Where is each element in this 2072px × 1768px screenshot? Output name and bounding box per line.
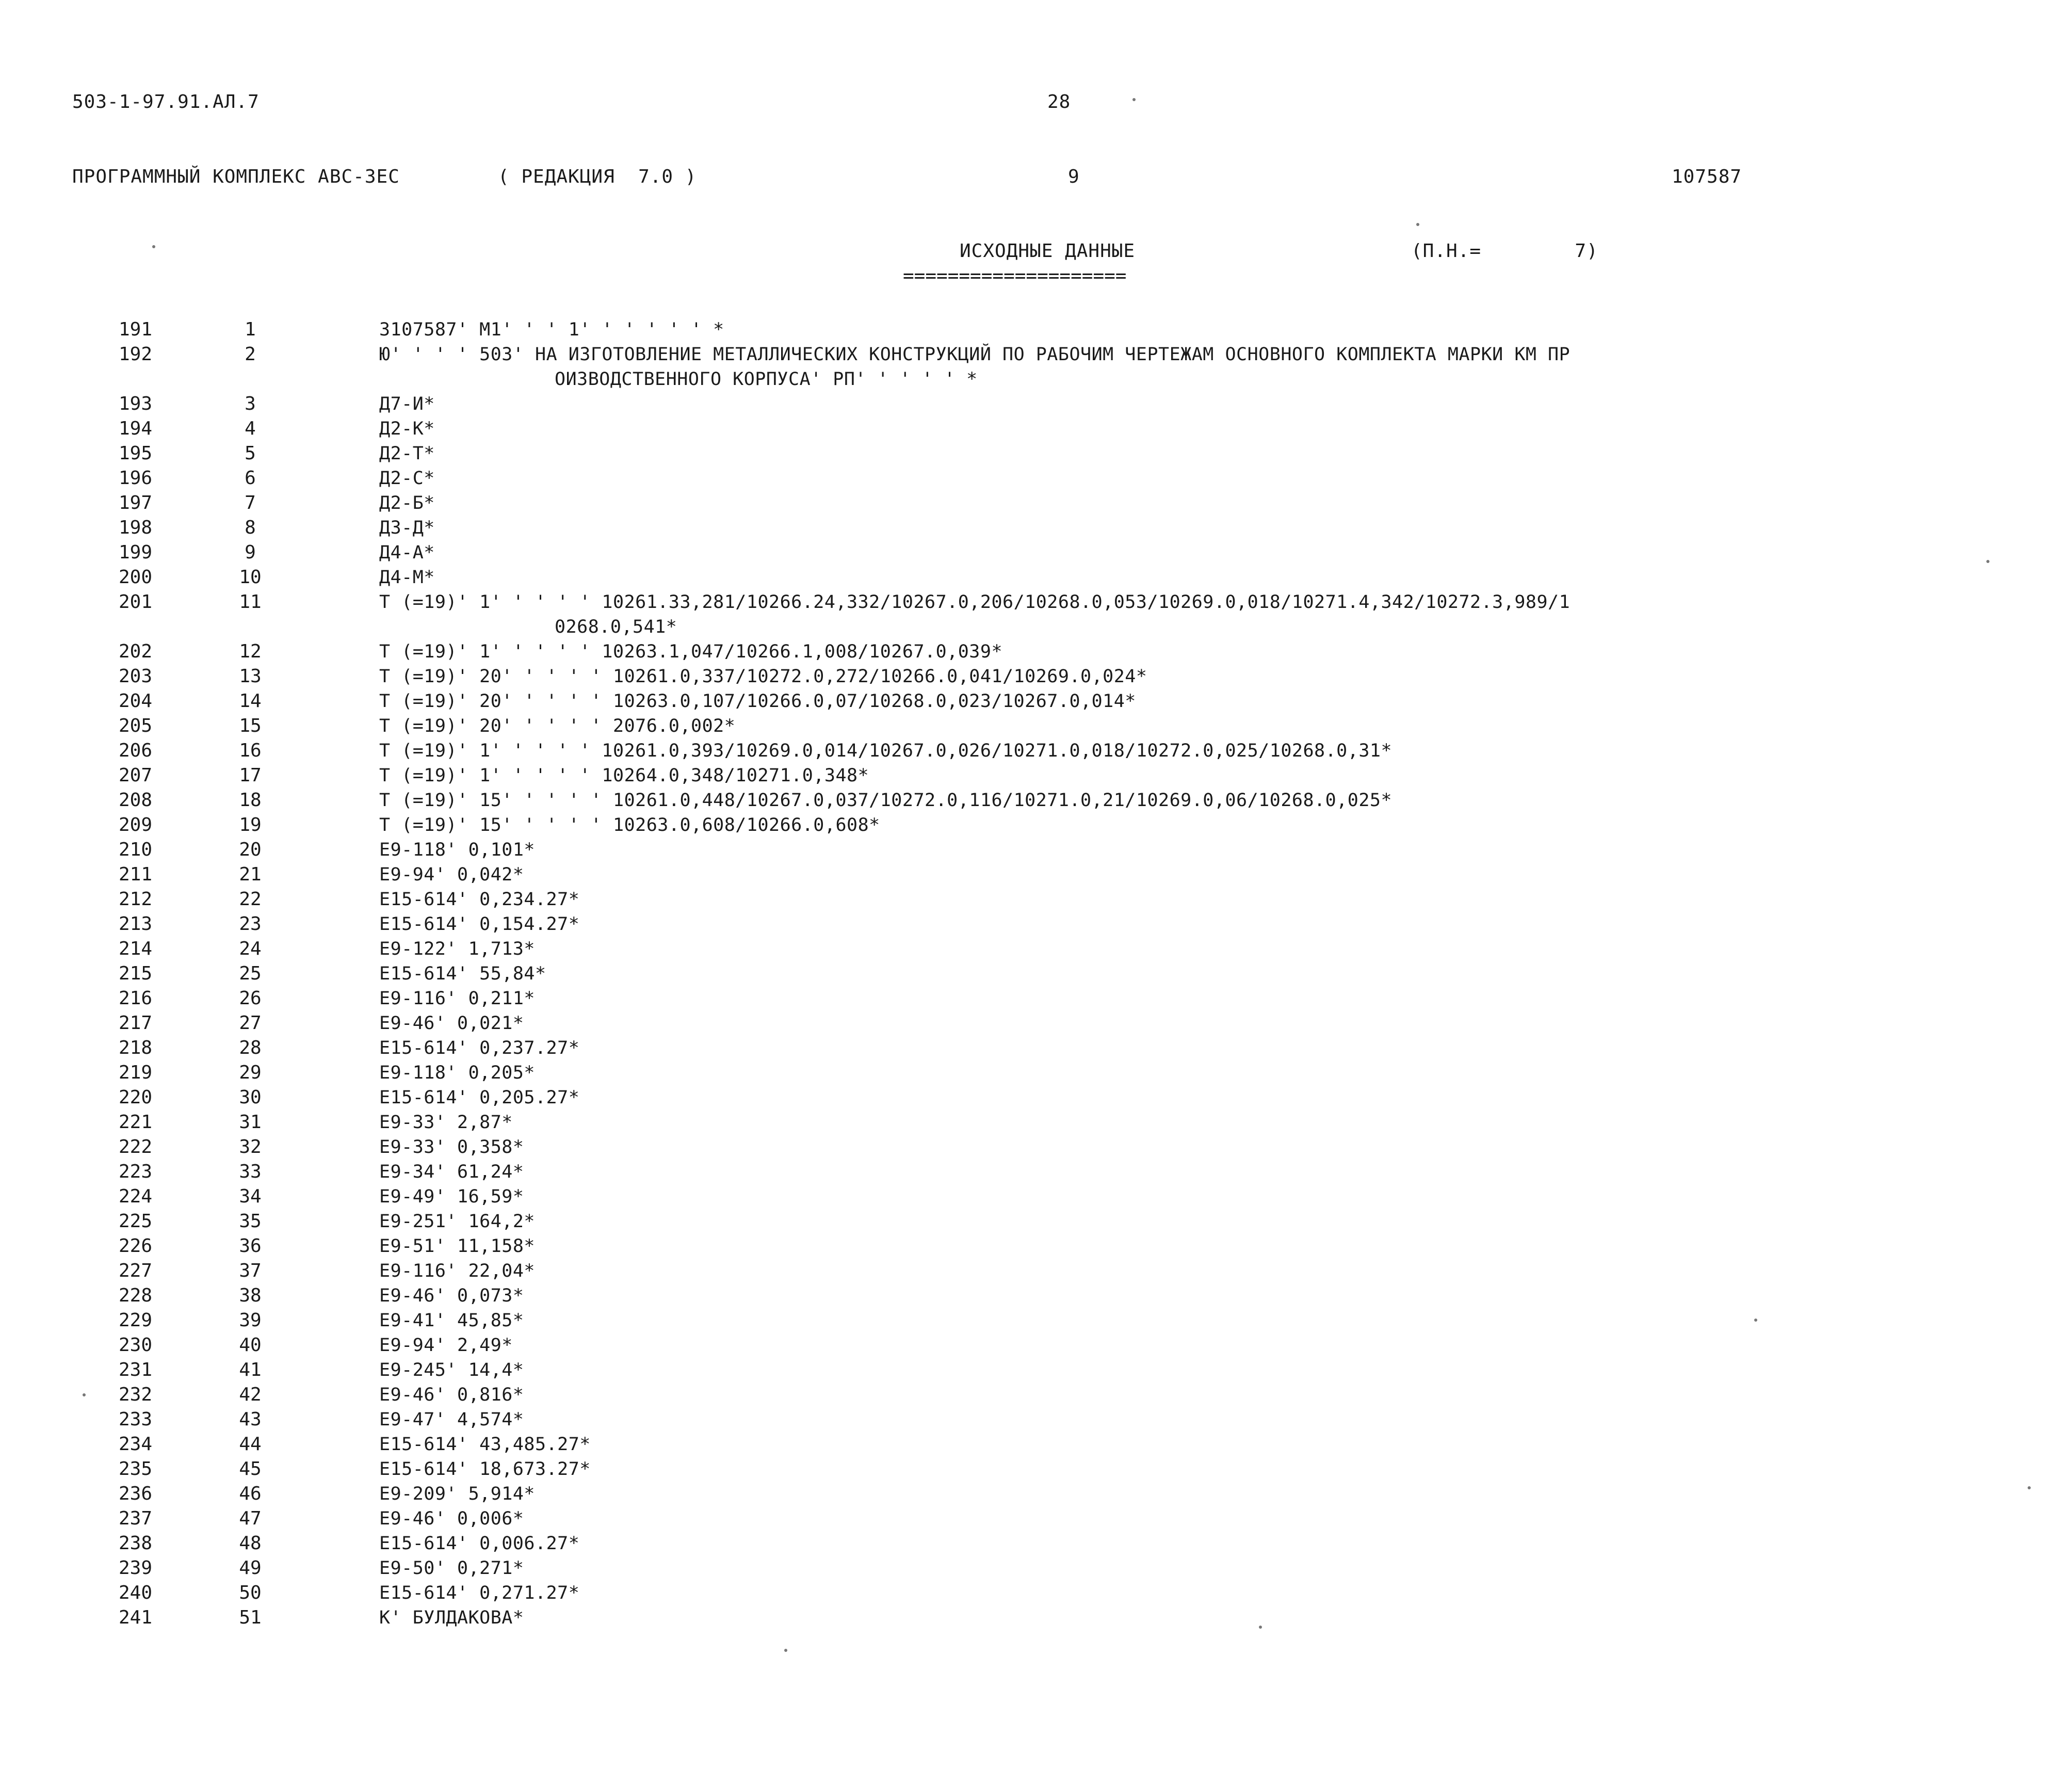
global-line-number: 234	[119, 1434, 153, 1455]
record-text: Т (=19)' 1' ' ' ' ' 10261.0,393/10269.0,014/10267.0,026/10271.0,018/10272.0,025/10268.0,31*	[379, 741, 1393, 761]
global-line-number: 195	[119, 443, 153, 464]
listing-row	[0, 788, 2072, 813]
record-text-block	[379, 937, 2010, 961]
listing-row	[0, 1036, 2072, 1060]
record-text-block	[379, 1581, 2010, 1605]
local-line-number: 5	[245, 443, 256, 464]
listing-row	[0, 1457, 2072, 1482]
listing-row	[0, 392, 2072, 416]
listing-row	[0, 1110, 2072, 1135]
global-line-number: 241	[119, 1607, 153, 1628]
record-text-block	[379, 342, 2010, 392]
record-text: Е9-46' 0,021*	[379, 1013, 524, 1034]
record-text-block	[379, 1085, 2010, 1110]
record-text: Т (=19)' 1' ' ' ' ' 10261.33,281/10266.24,332/10267.0,206/10268.0,053/10269.0,018/10271.4,342/10272.3,989/1	[379, 592, 1571, 613]
listing-row	[0, 1259, 2072, 1283]
record-text: К' БУЛДАКОВА*	[379, 1608, 524, 1628]
global-line-number: 224	[119, 1186, 153, 1207]
record-text-block	[379, 1432, 2010, 1457]
record-text: Е9-116' 22,04*	[379, 1261, 536, 1281]
local-line-number: 8	[245, 517, 256, 538]
record-text: Е9-116' 0,211*	[379, 988, 536, 1009]
record-text: Е9-46' 0,006*	[379, 1508, 524, 1529]
record-text: Е15-614' 0,006.27*	[379, 1533, 580, 1554]
listing-row	[0, 1308, 2072, 1333]
global-line-number: 221	[119, 1112, 153, 1133]
scan-speck	[83, 1393, 86, 1396]
local-line-number: 41	[239, 1359, 262, 1380]
section-title: ИСХОДНЫЕ ДАННЫЕ	[960, 240, 1136, 262]
local-line-number: 37	[239, 1260, 262, 1281]
program-name: ПРОГРАММНЫЙ КОМПЛЕКС АВС-3ЕС	[72, 166, 400, 187]
global-line-number: 199	[119, 542, 153, 563]
record-text: Е15-614' 18,673.27*	[379, 1459, 591, 1480]
record-text: Е15-614' 0,271.27*	[379, 1583, 580, 1603]
record-text-block	[379, 1358, 2010, 1383]
global-line-number: 200	[119, 567, 153, 588]
local-line-number: 23	[239, 913, 262, 935]
global-line-number: 202	[119, 641, 153, 662]
listing-row	[0, 1234, 2072, 1259]
global-line-number: 194	[119, 418, 153, 439]
global-line-number: 211	[119, 864, 153, 885]
record-text-block	[379, 986, 2010, 1011]
record-text-block	[379, 392, 2010, 416]
record-text: Т (=19)' 20' ' ' ' ' 2076.0,002*	[379, 716, 736, 736]
record-text-block	[379, 540, 2010, 565]
scan-speck	[1259, 1626, 1262, 1629]
data-listing	[0, 317, 2072, 1630]
local-line-number: 29	[239, 1062, 262, 1083]
listing-row	[0, 937, 2072, 961]
local-line-number: 38	[239, 1285, 262, 1306]
record-text-block	[379, 1184, 2010, 1209]
record-text: Е9-209' 5,914*	[379, 1484, 536, 1504]
global-line-number: 237	[119, 1508, 153, 1529]
global-line-number: 205	[119, 715, 153, 736]
global-line-number: 230	[119, 1335, 153, 1356]
local-line-number: 21	[239, 864, 262, 885]
record-text-block	[379, 1605, 2010, 1630]
listing-row	[0, 986, 2072, 1011]
record-text: Е9-118' 0,101*	[379, 840, 536, 860]
record-text-block	[379, 565, 2010, 590]
local-line-number: 14	[239, 690, 262, 712]
global-line-number: 191	[119, 319, 153, 340]
listing-row	[0, 862, 2072, 887]
local-line-number: 49	[239, 1557, 262, 1579]
record-text-block	[379, 516, 2010, 540]
record-text: Е15-614' 43,485.27*	[379, 1434, 591, 1455]
record-text: Е15-614' 0,237.27*	[379, 1038, 580, 1058]
global-line-number: 236	[119, 1483, 153, 1504]
local-line-number: 35	[239, 1211, 262, 1232]
record-text-block	[379, 441, 2010, 466]
listing-row	[0, 1506, 2072, 1531]
listing-row	[0, 317, 2072, 342]
scan-speck	[784, 1649, 787, 1652]
local-line-number: 28	[239, 1037, 262, 1058]
global-line-number: 216	[119, 988, 153, 1009]
listing-row	[0, 639, 2072, 664]
record-text-block	[379, 912, 2010, 937]
record-text: Е9-94' 2,49*	[379, 1335, 513, 1356]
listing-row	[0, 1482, 2072, 1506]
local-line-number: 4	[245, 418, 256, 439]
record-text: Е9-33' 2,87*	[379, 1112, 513, 1133]
sheet-number: 9	[1068, 166, 1080, 187]
local-line-number: 31	[239, 1112, 262, 1133]
local-line-number: 12	[239, 641, 262, 662]
listing-row	[0, 738, 2072, 763]
record-text-block	[379, 1482, 2010, 1506]
listing-row	[0, 1383, 2072, 1407]
record-text: Д4-А*	[379, 542, 435, 563]
record-text-block	[379, 1135, 2010, 1160]
record-text: Е9-245' 14,4*	[379, 1360, 524, 1380]
global-line-number: 220	[119, 1087, 153, 1108]
local-line-number: 36	[239, 1235, 262, 1257]
global-line-number: 192	[119, 344, 153, 365]
global-line-number: 240	[119, 1582, 153, 1603]
record-text-block	[379, 788, 2010, 813]
record-text: Е9-34' 61,24*	[379, 1162, 524, 1182]
record-text: Е9-50' 0,271*	[379, 1558, 524, 1579]
listing-row	[0, 1160, 2072, 1184]
global-line-number: 210	[119, 839, 153, 860]
record-text-block	[379, 1209, 2010, 1234]
listing-row	[0, 1333, 2072, 1358]
local-line-number: 47	[239, 1508, 262, 1529]
record-text-block	[379, 1556, 2010, 1581]
record-text-block	[379, 1060, 2010, 1085]
local-line-number: 18	[239, 790, 262, 811]
local-line-number: 50	[239, 1582, 262, 1603]
record-text-block	[379, 1011, 2010, 1036]
global-line-number: 215	[119, 963, 153, 984]
local-line-number: 43	[239, 1409, 262, 1430]
listing-row	[0, 441, 2072, 466]
record-text-block	[379, 317, 2010, 342]
local-line-number: 33	[239, 1161, 262, 1182]
listing-row	[0, 961, 2072, 986]
global-line-number: 207	[119, 765, 153, 786]
record-text: Е9-122' 1,713*	[379, 939, 536, 959]
record-text-block	[379, 1531, 2010, 1556]
record-text: Е9-46' 0,073*	[379, 1285, 524, 1306]
local-line-number: 9	[245, 542, 256, 563]
record-text-block	[379, 466, 2010, 491]
record-text: Е15-614' 55,84*	[379, 963, 546, 984]
global-line-number: 228	[119, 1285, 153, 1306]
local-line-number: 11	[239, 591, 262, 613]
scan-speck	[1416, 223, 1419, 226]
record-text-block	[379, 738, 2010, 763]
local-line-number: 25	[239, 963, 262, 984]
record-text-block	[379, 1036, 2010, 1060]
scan-speck	[1754, 1319, 1757, 1322]
record-text-block	[379, 862, 2010, 887]
global-line-number: 229	[119, 1310, 153, 1331]
listing-row	[0, 1407, 2072, 1432]
global-line-number: 222	[119, 1136, 153, 1158]
global-line-number: 217	[119, 1012, 153, 1034]
local-line-number: 26	[239, 988, 262, 1009]
global-line-number: 204	[119, 690, 153, 712]
record-text: 3107587' M1' ' ' 1' ' ' ' ' ' *	[379, 319, 724, 340]
local-line-number: 27	[239, 1012, 262, 1034]
edition-label: ( РЕДАКЦИЯ 7.0 )	[498, 166, 697, 187]
global-line-number: 219	[119, 1062, 153, 1083]
record-text: Д4-М*	[379, 567, 435, 588]
local-line-number: 40	[239, 1335, 262, 1356]
record-text: Е15-614' 0,234.27*	[379, 889, 580, 910]
record-text: Д2-С*	[379, 468, 435, 489]
record-text-block	[379, 639, 2010, 664]
record-text-block	[379, 961, 2010, 986]
listing-row	[0, 689, 2072, 714]
record-text: Е15-614' 0,205.27*	[379, 1087, 580, 1108]
record-text: Е9-251' 164,2*	[379, 1211, 536, 1232]
record-text-block	[379, 1110, 2010, 1135]
listing-row	[0, 714, 2072, 738]
record-text: Е9-41' 45,85*	[379, 1310, 524, 1331]
global-line-number: 218	[119, 1037, 153, 1058]
record-text-block	[379, 689, 2010, 714]
local-line-number: 32	[239, 1136, 262, 1158]
global-line-number: 226	[119, 1235, 153, 1257]
local-line-number: 42	[239, 1384, 262, 1405]
global-line-number: 225	[119, 1211, 153, 1232]
global-line-number: 209	[119, 814, 153, 835]
record-text: Т (=19)' 1' ' ' ' ' 10263.1,047/10266.1,008/10267.0,039*	[379, 641, 1003, 662]
global-line-number: 232	[119, 1384, 153, 1405]
record-text: Д3-Д*	[379, 518, 435, 538]
record-text-block	[379, 714, 2010, 738]
global-line-number: 196	[119, 468, 153, 489]
global-line-number: 227	[119, 1260, 153, 1281]
listing-row	[0, 763, 2072, 788]
record-text: Д2-Т*	[379, 443, 435, 464]
local-line-number: 51	[239, 1607, 262, 1628]
local-line-number: 1	[245, 319, 256, 340]
local-line-number: 3	[245, 393, 256, 414]
record-text-block	[379, 1383, 2010, 1407]
local-line-number: 48	[239, 1533, 262, 1554]
record-continuation: ОИЗВОДСТВЕННОГО КОРПУСА' РП' ' ' ' ' *	[555, 369, 978, 390]
record-text: Т (=19)' 20' ' ' ' ' 10261.0,337/10272.0,272/10266.0,041/10269.0,024*	[379, 666, 1147, 687]
record-text-block	[379, 1283, 2010, 1308]
local-line-number: 46	[239, 1483, 262, 1504]
local-line-number: 10	[239, 567, 262, 588]
local-line-number: 7	[245, 492, 256, 513]
pn-indicator: (П.Н.= 7)	[1411, 240, 1598, 262]
listing-row	[0, 342, 2072, 392]
local-line-number: 22	[239, 889, 262, 910]
record-text-block	[379, 416, 2010, 441]
record-text-block	[379, 1160, 2010, 1184]
record-text: Е15-614' 0,154.27*	[379, 914, 580, 935]
record-text: Д2-К*	[379, 419, 435, 439]
listing-row	[0, 912, 2072, 937]
listing-row	[0, 887, 2072, 912]
local-line-number: 30	[239, 1087, 262, 1108]
record-text-block	[379, 664, 2010, 689]
global-line-number: 233	[119, 1409, 153, 1430]
scan-speck	[152, 245, 155, 248]
record-text-block	[379, 887, 2010, 912]
global-line-number: 212	[119, 889, 153, 910]
global-line-number: 206	[119, 740, 153, 761]
local-line-number: 24	[239, 938, 262, 959]
listing-row	[0, 1085, 2072, 1110]
listing-row	[0, 1060, 2072, 1085]
record-text: Е9-33' 0,358*	[379, 1137, 524, 1158]
document-code: 503-1-97.91.АЛ.7	[72, 91, 260, 112]
local-line-number: 17	[239, 765, 262, 786]
global-line-number: 198	[119, 517, 153, 538]
local-line-number: 34	[239, 1186, 262, 1207]
local-line-number: 20	[239, 839, 262, 860]
record-text: Е9-118' 0,205*	[379, 1063, 536, 1083]
global-line-number: 208	[119, 790, 153, 811]
record-text-block	[379, 838, 2010, 862]
record-text-block	[379, 1407, 2010, 1432]
listing-row	[0, 540, 2072, 565]
local-line-number: 2	[245, 344, 256, 365]
record-text: Е9-94' 0,042*	[379, 864, 524, 885]
scan-speck	[2028, 1486, 2031, 1489]
record-text-block	[379, 813, 2010, 838]
section-title-underline: ====================	[903, 265, 1127, 286]
listing-row	[0, 1605, 2072, 1630]
listing-row	[0, 838, 2072, 862]
record-text: Д2-Б*	[379, 493, 435, 513]
listing-row	[0, 565, 2072, 590]
record-text: Ю' ' ' ' 503' НА ИЗГОТОВЛЕНИЕ МЕТАЛЛИЧЕСКИХ КОНСТРУКЦИЙ ПО РАБОЧИМ ЧЕРТЕЖАМ ОСНОВНОГО КОМПЛЕКТА МАРКИ КМ ПР	[379, 344, 1571, 365]
global-line-number: 235	[119, 1458, 153, 1480]
record-text-block	[379, 1457, 2010, 1482]
page-number: 28	[1047, 91, 1071, 112]
record-text-block	[379, 1506, 2010, 1531]
record-text: Е9-49' 16,59*	[379, 1186, 524, 1207]
record-continuation: 0268.0,541*	[555, 617, 677, 637]
global-line-number: 203	[119, 666, 153, 687]
record-text: Е9-51' 11,158*	[379, 1236, 536, 1257]
record-text: Е9-47' 4,574*	[379, 1409, 524, 1430]
record-text: Т (=19)' 1' ' ' ' ' 10264.0,348/10271.0,348*	[379, 765, 869, 786]
scan-speck	[1132, 98, 1136, 101]
local-line-number: 6	[245, 468, 256, 489]
record-text-block	[379, 1259, 2010, 1283]
record-text: Т (=19)' 20' ' ' ' ' 10263.0,107/10266.0,07/10268.0,023/10267.0,014*	[379, 691, 1136, 712]
listing-row	[0, 590, 2072, 639]
listing-row	[0, 1432, 2072, 1457]
local-line-number: 19	[239, 814, 262, 835]
global-line-number: 197	[119, 492, 153, 513]
listing-row	[0, 1581, 2072, 1605]
global-line-number: 201	[119, 591, 153, 613]
local-line-number: 13	[239, 666, 262, 687]
record-text-block	[379, 763, 2010, 788]
global-line-number: 238	[119, 1533, 153, 1554]
listing-row	[0, 813, 2072, 838]
listing-row	[0, 416, 2072, 441]
record-text-block	[379, 590, 2010, 639]
record-text: Т (=19)' 15' ' ' ' ' 10261.0,448/10267.0,037/10272.0,116/10271.0,21/10269.0,06/10268.0,025*	[379, 790, 1393, 811]
local-line-number: 45	[239, 1458, 262, 1480]
listing-row	[0, 516, 2072, 540]
listing-row	[0, 1531, 2072, 1556]
document-number: 107587	[1672, 166, 1742, 187]
listing-row	[0, 664, 2072, 689]
global-line-number: 231	[119, 1359, 153, 1380]
listing-row	[0, 1283, 2072, 1308]
record-text-block	[379, 1333, 2010, 1358]
local-line-number: 16	[239, 740, 262, 761]
local-line-number: 44	[239, 1434, 262, 1455]
listing-row	[0, 466, 2072, 491]
record-text: Д7-И*	[379, 394, 435, 414]
record-text-block	[379, 1234, 2010, 1259]
listing-row	[0, 491, 2072, 516]
listing-row	[0, 1209, 2072, 1234]
record-text: Е9-46' 0,816*	[379, 1385, 524, 1405]
scan-speck	[1986, 560, 1989, 563]
record-text-block	[379, 491, 2010, 516]
record-text-block	[379, 1308, 2010, 1333]
listing-row	[0, 1011, 2072, 1036]
listing-row	[0, 1358, 2072, 1383]
global-line-number: 239	[119, 1557, 153, 1579]
listing-row	[0, 1556, 2072, 1581]
local-line-number: 39	[239, 1310, 262, 1331]
local-line-number: 15	[239, 715, 262, 736]
global-line-number: 223	[119, 1161, 153, 1182]
global-line-number: 193	[119, 393, 153, 414]
global-line-number: 213	[119, 913, 153, 935]
record-text: Т (=19)' 15' ' ' ' ' 10263.0,608/10266.0,608*	[379, 815, 880, 835]
listing-row	[0, 1135, 2072, 1160]
listing-row	[0, 1184, 2072, 1209]
global-line-number: 214	[119, 938, 153, 959]
